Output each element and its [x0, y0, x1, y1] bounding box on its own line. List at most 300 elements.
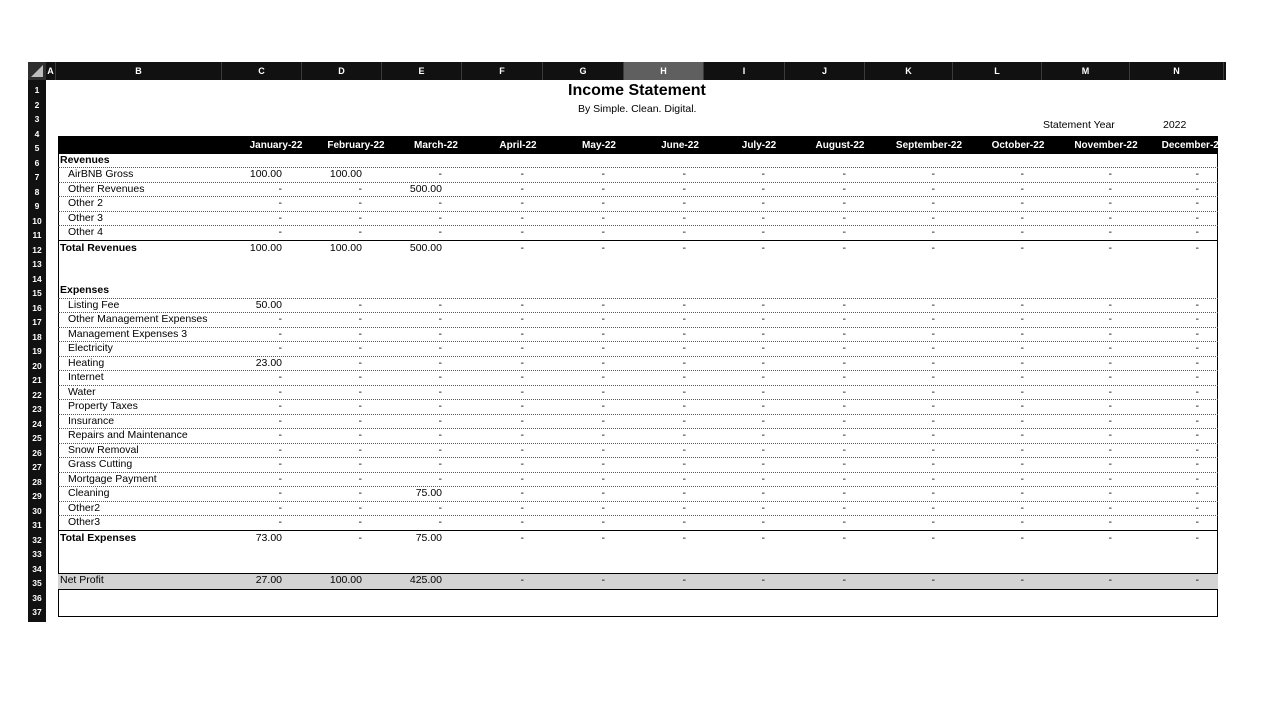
revenue-item-value-j[interactable]: -: [842, 226, 846, 238]
revenue-item-value-i[interactable]: -: [761, 168, 765, 180]
expense-item-value-c[interactable]: -: [278, 443, 282, 456]
expense-item-value-f[interactable]: -: [520, 385, 524, 398]
row-header-2[interactable]: 2: [34, 99, 40, 110]
expense-item-value-c[interactable]: -: [278, 501, 282, 514]
revenue-item-value-n[interactable]: -: [1195, 182, 1199, 195]
row-header-28[interactable]: 28: [32, 476, 42, 487]
expense-item-value-f[interactable]: -: [520, 400, 524, 412]
expense-item-value-f[interactable]: -: [520, 501, 524, 514]
expense-item-value-l[interactable]: -: [1020, 458, 1024, 470]
expense-item-label[interactable]: Internet: [68, 371, 104, 383]
total-expenses-value-e[interactable]: 75.00: [415, 531, 442, 544]
row-header-4[interactable]: 4: [34, 128, 40, 139]
net-profit-value-c[interactable]: 27.00: [255, 574, 282, 586]
revenue-item-value-l[interactable]: -: [1020, 211, 1024, 224]
expense-item-value-h[interactable]: -: [682, 298, 686, 311]
expense-item-value-j[interactable]: -: [842, 458, 846, 470]
revenue-item-value-c[interactable]: -: [278, 226, 282, 238]
total-revenues-value-i[interactable]: -: [761, 241, 765, 254]
expense-item-value-n[interactable]: -: [1195, 400, 1199, 412]
total-expenses-value-c[interactable]: 73.00: [255, 531, 282, 544]
revenue-item-value-d[interactable]: -: [358, 211, 362, 224]
revenue-item-value-g[interactable]: -: [601, 182, 605, 195]
expense-item-value-k[interactable]: -: [931, 313, 935, 325]
expense-item-value-i[interactable]: -: [761, 501, 765, 514]
expense-item-value-i[interactable]: -: [761, 429, 765, 441]
column-header-k[interactable]: K: [865, 62, 953, 80]
expense-item-label[interactable]: Other3: [68, 516, 101, 528]
total-expenses-value-k[interactable]: -: [931, 531, 935, 544]
expense-item-value-h[interactable]: -: [682, 327, 686, 340]
expense-item-value-d[interactable]: -: [358, 458, 362, 470]
expense-item-value-e[interactable]: -: [438, 501, 442, 514]
net-profit-value-i[interactable]: -: [761, 574, 765, 586]
expense-item-value-m[interactable]: -: [1108, 327, 1112, 340]
expense-item-value-f[interactable]: -: [520, 516, 524, 528]
revenue-item-value-k[interactable]: -: [931, 182, 935, 195]
revenue-item-value-m[interactable]: -: [1108, 168, 1112, 180]
row-header-9[interactable]: 9: [34, 201, 40, 211]
expense-item-value-h[interactable]: -: [682, 313, 686, 325]
expense-item-value-h[interactable]: -: [682, 516, 686, 528]
revenue-item-value-l[interactable]: -: [1020, 197, 1024, 209]
row-header-35[interactable]: 35: [32, 578, 42, 588]
expense-item-value-k[interactable]: -: [931, 371, 935, 383]
expense-item-value-i[interactable]: -: [761, 458, 765, 470]
expense-item-value-m[interactable]: -: [1108, 385, 1112, 398]
total-revenues-value-c[interactable]: 100.00: [249, 241, 282, 254]
expense-item-value-g[interactable]: -: [601, 298, 605, 311]
expense-item-value-d[interactable]: -: [358, 516, 362, 528]
expense-item-value-j[interactable]: -: [842, 327, 846, 340]
expense-item-label[interactable]: Water: [68, 385, 96, 398]
expense-item-value-e[interactable]: -: [438, 414, 442, 427]
expense-item-value-f[interactable]: -: [520, 472, 524, 485]
revenue-item-value-n[interactable]: -: [1195, 211, 1199, 224]
expense-item-value-m[interactable]: -: [1108, 298, 1112, 311]
revenue-item-value-c[interactable]: -: [278, 197, 282, 209]
expense-item-value-j[interactable]: -: [842, 429, 846, 441]
expense-item-value-d[interactable]: -: [358, 371, 362, 383]
expense-item-label[interactable]: Property Taxes: [68, 400, 138, 412]
expense-item-value-h[interactable]: -: [682, 429, 686, 441]
expense-item-label[interactable]: Cleaning: [68, 487, 110, 499]
spreadsheet-grid[interactable]: [28, 62, 1226, 622]
expense-item-value-i[interactable]: -: [761, 371, 765, 383]
expense-item-label[interactable]: Other2: [68, 501, 101, 514]
expense-item-value-n[interactable]: -: [1195, 356, 1199, 369]
column-header-b[interactable]: B: [56, 62, 222, 80]
expense-item-value-g[interactable]: -: [601, 327, 605, 340]
expense-item-value-c[interactable]: -: [278, 429, 282, 441]
expense-item-value-l[interactable]: -: [1020, 298, 1024, 311]
expense-item-value-l[interactable]: -: [1020, 472, 1024, 485]
revenue-item-value-j[interactable]: -: [842, 182, 846, 195]
expense-item-value-h[interactable]: -: [682, 400, 686, 412]
row-header-18[interactable]: 18: [32, 331, 42, 342]
expense-item-value-n[interactable]: -: [1195, 429, 1199, 441]
expense-item-value-m[interactable]: -: [1108, 458, 1112, 470]
revenue-item-value-n[interactable]: -: [1195, 226, 1199, 238]
expense-item-value-d[interactable]: -: [358, 298, 362, 311]
expense-item-value-c[interactable]: 23.00: [255, 356, 282, 369]
revenue-item-value-n[interactable]: -: [1195, 168, 1199, 180]
revenue-item-value-g[interactable]: -: [601, 168, 605, 180]
expense-item-value-i[interactable]: -: [761, 327, 765, 340]
row-header-24[interactable]: 24: [32, 418, 42, 429]
net-profit-value-j[interactable]: -: [842, 574, 846, 586]
expense-item-value-l[interactable]: -: [1020, 385, 1024, 398]
expense-item-value-i[interactable]: -: [761, 342, 765, 354]
expense-item-value-l[interactable]: -: [1020, 414, 1024, 427]
expense-item-value-d[interactable]: -: [358, 327, 362, 340]
expense-item-value-c[interactable]: -: [278, 313, 282, 325]
expense-item-value-g[interactable]: -: [601, 429, 605, 441]
expense-item-value-l[interactable]: -: [1020, 371, 1024, 383]
expense-item-value-f[interactable]: -: [520, 429, 524, 441]
expense-item-value-e[interactable]: -: [438, 356, 442, 369]
revenue-item-value-e[interactable]: 500.00: [409, 182, 442, 195]
revenue-item-value-l[interactable]: -: [1020, 168, 1024, 180]
revenue-item-value-l[interactable]: -: [1020, 182, 1024, 195]
net-profit-value-k[interactable]: -: [931, 574, 935, 586]
row-header-31[interactable]: 31: [32, 520, 42, 530]
month-header-1[interactable]: January-22: [249, 140, 303, 151]
expense-item-value-e[interactable]: 75.00: [415, 487, 442, 499]
revenue-item-label[interactable]: Other 4: [68, 226, 104, 238]
month-header-9[interactable]: September-22: [895, 140, 963, 151]
expense-item-value-k[interactable]: -: [931, 516, 935, 528]
expense-item-value-g[interactable]: -: [601, 371, 605, 383]
expense-item-value-n[interactable]: -: [1195, 487, 1199, 499]
expense-item-value-m[interactable]: -: [1108, 443, 1112, 456]
expense-item-value-f[interactable]: -: [520, 487, 524, 499]
revenue-item-value-d[interactable]: 100.00: [329, 168, 362, 180]
expense-item-value-i[interactable]: -: [761, 516, 765, 528]
expense-item-value-c[interactable]: -: [278, 472, 282, 485]
expense-item-value-h[interactable]: -: [682, 356, 686, 369]
revenue-item-value-f[interactable]: -: [520, 226, 524, 238]
month-header-8[interactable]: August-22: [815, 140, 865, 151]
row-header-32[interactable]: 32: [32, 534, 42, 545]
expense-item-value-g[interactable]: -: [601, 356, 605, 369]
total-revenues-value-f[interactable]: -: [520, 241, 524, 254]
total-expenses-value-h[interactable]: -: [682, 531, 686, 544]
expense-item-label[interactable]: Repairs and Maintenance: [68, 429, 188, 441]
column-header-m[interactable]: M: [1042, 62, 1130, 80]
expense-item-value-e[interactable]: -: [438, 443, 442, 456]
expense-item-label[interactable]: Management Expenses 3: [68, 327, 188, 340]
expense-item-value-f[interactable]: -: [520, 298, 524, 311]
expense-item-value-j[interactable]: -: [842, 414, 846, 427]
expense-item-value-n[interactable]: -: [1195, 385, 1199, 398]
revenue-item-value-k[interactable]: -: [931, 197, 935, 209]
expense-item-value-f[interactable]: -: [520, 458, 524, 470]
row-header-12[interactable]: 12: [32, 244, 42, 255]
row-header-15[interactable]: 15: [32, 288, 42, 298]
expense-item-value-h[interactable]: -: [682, 371, 686, 383]
total-expenses-value-n[interactable]: -: [1195, 531, 1199, 544]
total-revenues-value-d[interactable]: 100.00: [329, 241, 362, 254]
expense-item-value-g[interactable]: -: [601, 516, 605, 528]
expense-item-value-m[interactable]: -: [1108, 501, 1112, 514]
revenue-item-value-j[interactable]: -: [842, 168, 846, 180]
row-header-27[interactable]: 27: [32, 462, 42, 472]
column-header-a[interactable]: A: [46, 62, 56, 80]
expense-item-value-j[interactable]: -: [842, 443, 846, 456]
revenue-item-value-e[interactable]: -: [438, 211, 442, 224]
month-header-12[interactable]: December-22: [1161, 140, 1225, 151]
revenue-item-value-h[interactable]: -: [682, 168, 686, 180]
expense-item-value-k[interactable]: -: [931, 400, 935, 412]
expense-item-value-i[interactable]: -: [761, 385, 765, 398]
net-profit-value-f[interactable]: -: [520, 574, 524, 586]
column-header-h[interactable]: H: [624, 62, 704, 80]
total-expenses-value-j[interactable]: -: [842, 531, 846, 544]
expense-item-value-h[interactable]: -: [682, 414, 686, 427]
expense-item-value-f[interactable]: -: [520, 342, 524, 354]
expense-item-value-d[interactable]: -: [358, 429, 362, 441]
expense-item-value-c[interactable]: -: [278, 458, 282, 470]
expense-item-label[interactable]: Mortgage Payment: [68, 472, 157, 485]
expense-item-value-n[interactable]: -: [1195, 472, 1199, 485]
expense-item-value-e[interactable]: -: [438, 400, 442, 412]
row-header-26[interactable]: 26: [32, 447, 42, 458]
expense-item-value-l[interactable]: -: [1020, 516, 1024, 528]
month-header-5[interactable]: May-22: [582, 140, 616, 151]
expense-item-value-k[interactable]: -: [931, 356, 935, 369]
row-header-25[interactable]: 25: [32, 433, 42, 443]
expense-item-value-h[interactable]: -: [682, 443, 686, 456]
revenue-item-value-e[interactable]: -: [438, 168, 442, 180]
total-revenues-value-k[interactable]: -: [931, 241, 935, 254]
expense-item-value-i[interactable]: -: [761, 313, 765, 325]
expense-item-value-c[interactable]: -: [278, 414, 282, 427]
expense-item-value-k[interactable]: -: [931, 298, 935, 311]
month-header-6[interactable]: June-22: [661, 140, 699, 151]
column-header-i[interactable]: I: [704, 62, 785, 80]
month-header-10[interactable]: October-22: [991, 140, 1045, 151]
expense-item-value-m[interactable]: -: [1108, 356, 1112, 369]
total-expenses-value-i[interactable]: -: [761, 531, 765, 544]
net-profit-value-g[interactable]: -: [601, 574, 605, 586]
expense-item-label[interactable]: Insurance: [68, 414, 115, 427]
expense-item-value-g[interactable]: -: [601, 313, 605, 325]
revenue-item-label[interactable]: Other Revenues: [68, 182, 145, 195]
row-header-22[interactable]: 22: [32, 389, 42, 400]
expense-item-value-c[interactable]: -: [278, 385, 282, 398]
revenue-item-value-f[interactable]: -: [520, 197, 524, 209]
expense-item-value-e[interactable]: -: [438, 472, 442, 485]
expense-item-value-j[interactable]: -: [842, 298, 846, 311]
expense-item-value-g[interactable]: -: [601, 501, 605, 514]
row-header-20[interactable]: 20: [32, 360, 42, 371]
expense-item-value-c[interactable]: -: [278, 487, 282, 499]
revenue-item-value-m[interactable]: -: [1108, 226, 1112, 238]
revenue-item-value-i[interactable]: -: [761, 226, 765, 238]
expense-item-value-m[interactable]: -: [1108, 342, 1112, 354]
revenue-item-label[interactable]: Other 2: [68, 197, 104, 209]
expense-item-value-g[interactable]: -: [601, 443, 605, 456]
expense-item-value-f[interactable]: -: [520, 327, 524, 340]
revenue-item-value-h[interactable]: -: [682, 197, 686, 209]
expense-item-value-k[interactable]: -: [931, 414, 935, 427]
expense-item-value-e[interactable]: -: [438, 342, 442, 354]
expense-item-value-l[interactable]: -: [1020, 327, 1024, 340]
revenue-item-value-i[interactable]: -: [761, 211, 765, 224]
total-expenses-value-l[interactable]: -: [1020, 531, 1024, 544]
expense-item-value-m[interactable]: -: [1108, 429, 1112, 441]
column-header-l[interactable]: L: [953, 62, 1042, 80]
expense-item-value-d[interactable]: -: [358, 443, 362, 456]
expense-item-value-h[interactable]: -: [682, 501, 686, 514]
expense-item-value-k[interactable]: -: [931, 472, 935, 485]
revenue-item-value-e[interactable]: -: [438, 197, 442, 209]
expense-item-label[interactable]: Electricity: [68, 342, 113, 354]
expense-item-value-h[interactable]: -: [682, 342, 686, 354]
expense-item-value-l[interactable]: -: [1020, 313, 1024, 325]
expense-item-value-c[interactable]: -: [278, 327, 282, 340]
expense-item-value-h[interactable]: -: [682, 385, 686, 398]
expense-item-value-c[interactable]: -: [278, 371, 282, 383]
total-revenues-value-l[interactable]: -: [1020, 241, 1024, 254]
revenue-item-label[interactable]: Other 3: [68, 211, 104, 224]
expense-item-value-n[interactable]: -: [1195, 414, 1199, 427]
expense-item-value-l[interactable]: -: [1020, 400, 1024, 412]
expense-item-value-g[interactable]: -: [601, 342, 605, 354]
row-header-6[interactable]: 6: [34, 157, 40, 168]
expense-item-label[interactable]: Other Management Expenses: [68, 313, 208, 325]
total-expenses-value-g[interactable]: -: [601, 531, 605, 544]
expense-item-value-j[interactable]: -: [842, 501, 846, 514]
net-profit-value-l[interactable]: -: [1020, 574, 1024, 586]
row-header-37[interactable]: 37: [32, 607, 42, 617]
expense-item-value-e[interactable]: -: [438, 313, 442, 325]
expense-item-value-c[interactable]: -: [278, 400, 282, 412]
column-header-g[interactable]: G: [543, 62, 624, 80]
month-header-4[interactable]: April-22: [499, 140, 537, 151]
revenue-item-value-i[interactable]: -: [761, 182, 765, 195]
row-header-8[interactable]: 8: [34, 186, 40, 197]
row-header-11[interactable]: 11: [32, 230, 42, 240]
expense-item-label[interactable]: Snow Removal: [68, 443, 139, 456]
expense-item-value-k[interactable]: -: [931, 458, 935, 470]
row-header-7[interactable]: 7: [34, 172, 40, 182]
revenue-item-value-d[interactable]: -: [358, 197, 362, 209]
expense-item-value-i[interactable]: -: [761, 443, 765, 456]
expense-item-value-k[interactable]: -: [931, 385, 935, 398]
revenue-item-value-g[interactable]: -: [601, 211, 605, 224]
expense-item-value-l[interactable]: -: [1020, 501, 1024, 514]
expense-item-value-f[interactable]: -: [520, 356, 524, 369]
expense-item-value-f[interactable]: -: [520, 443, 524, 456]
expense-item-value-i[interactable]: -: [761, 487, 765, 499]
expense-item-value-i[interactable]: -: [761, 472, 765, 485]
column-header-d[interactable]: D: [302, 62, 382, 80]
revenue-item-value-j[interactable]: -: [842, 211, 846, 224]
total-revenues-value-h[interactable]: -: [682, 241, 686, 254]
revenue-item-value-k[interactable]: -: [931, 226, 935, 238]
expense-item-value-f[interactable]: -: [520, 371, 524, 383]
expense-item-value-l[interactable]: -: [1020, 487, 1024, 499]
expense-item-value-e[interactable]: -: [438, 327, 442, 340]
expense-item-value-j[interactable]: -: [842, 385, 846, 398]
revenue-item-value-e[interactable]: -: [438, 226, 442, 238]
revenue-item-label[interactable]: AirBNB Gross: [68, 168, 134, 180]
expense-item-value-i[interactable]: -: [761, 356, 765, 369]
expense-item-value-i[interactable]: -: [761, 414, 765, 427]
expense-item-value-j[interactable]: -: [842, 516, 846, 528]
revenue-item-value-c[interactable]: -: [278, 211, 282, 224]
row-header-21[interactable]: 21: [32, 375, 42, 385]
expense-item-value-c[interactable]: -: [278, 342, 282, 354]
expense-item-value-e[interactable]: -: [438, 516, 442, 528]
expense-item-value-h[interactable]: -: [682, 487, 686, 499]
expense-item-value-g[interactable]: -: [601, 414, 605, 427]
revenue-item-value-h[interactable]: -: [682, 211, 686, 224]
row-header-1[interactable]: 1: [34, 85, 40, 95]
expense-item-value-d[interactable]: -: [358, 356, 362, 369]
expense-item-value-g[interactable]: -: [601, 400, 605, 412]
revenue-item-value-d[interactable]: -: [358, 226, 362, 238]
expense-item-value-g[interactable]: -: [601, 472, 605, 485]
expense-item-label[interactable]: Heating: [68, 356, 105, 369]
revenue-item-value-f[interactable]: -: [520, 168, 524, 180]
expense-item-value-l[interactable]: -: [1020, 356, 1024, 369]
row-header-16[interactable]: 16: [32, 302, 42, 313]
revenue-item-value-h[interactable]: -: [682, 226, 686, 238]
expense-item-value-d[interactable]: -: [358, 342, 362, 354]
expense-item-value-e[interactable]: -: [438, 371, 442, 383]
expense-item-value-m[interactable]: -: [1108, 472, 1112, 485]
revenue-item-value-f[interactable]: -: [520, 182, 524, 195]
row-header-33[interactable]: 33: [32, 549, 42, 559]
revenue-item-value-f[interactable]: -: [520, 211, 524, 224]
revenue-item-value-d[interactable]: -: [358, 182, 362, 195]
expense-item-value-f[interactable]: -: [520, 414, 524, 427]
expense-item-value-l[interactable]: -: [1020, 342, 1024, 354]
total-revenues-value-m[interactable]: -: [1108, 241, 1112, 254]
total-revenues-value-e[interactable]: 500.00: [409, 241, 442, 254]
expense-item-value-j[interactable]: -: [842, 371, 846, 383]
expense-item-value-n[interactable]: -: [1195, 501, 1199, 514]
expense-item-value-k[interactable]: -: [931, 443, 935, 456]
revenue-item-value-h[interactable]: -: [682, 182, 686, 195]
column-header-j[interactable]: J: [785, 62, 865, 80]
row-header-10[interactable]: 10: [32, 215, 42, 226]
expense-item-value-c[interactable]: -: [278, 516, 282, 528]
row-header-13[interactable]: 13: [32, 259, 42, 269]
expense-item-value-h[interactable]: -: [682, 472, 686, 485]
row-header-14[interactable]: 14: [32, 273, 42, 284]
expense-item-value-k[interactable]: -: [931, 342, 935, 354]
expense-item-value-d[interactable]: -: [358, 414, 362, 427]
expense-item-value-l[interactable]: -: [1020, 443, 1024, 456]
expense-item-value-d[interactable]: -: [358, 385, 362, 398]
expense-item-value-k[interactable]: -: [931, 327, 935, 340]
expense-item-value-n[interactable]: -: [1195, 516, 1199, 528]
total-revenues-value-j[interactable]: -: [842, 241, 846, 254]
expense-item-value-m[interactable]: -: [1108, 414, 1112, 427]
net-profit-value-h[interactable]: -: [682, 574, 686, 586]
revenue-item-value-k[interactable]: -: [931, 168, 935, 180]
expense-item-value-n[interactable]: -: [1195, 327, 1199, 340]
revenue-item-value-m[interactable]: -: [1108, 182, 1112, 195]
month-header-11[interactable]: November-22: [1074, 140, 1138, 151]
expense-item-value-m[interactable]: -: [1108, 487, 1112, 499]
expense-item-value-n[interactable]: -: [1195, 443, 1199, 456]
total-expenses-value-m[interactable]: -: [1108, 531, 1112, 544]
